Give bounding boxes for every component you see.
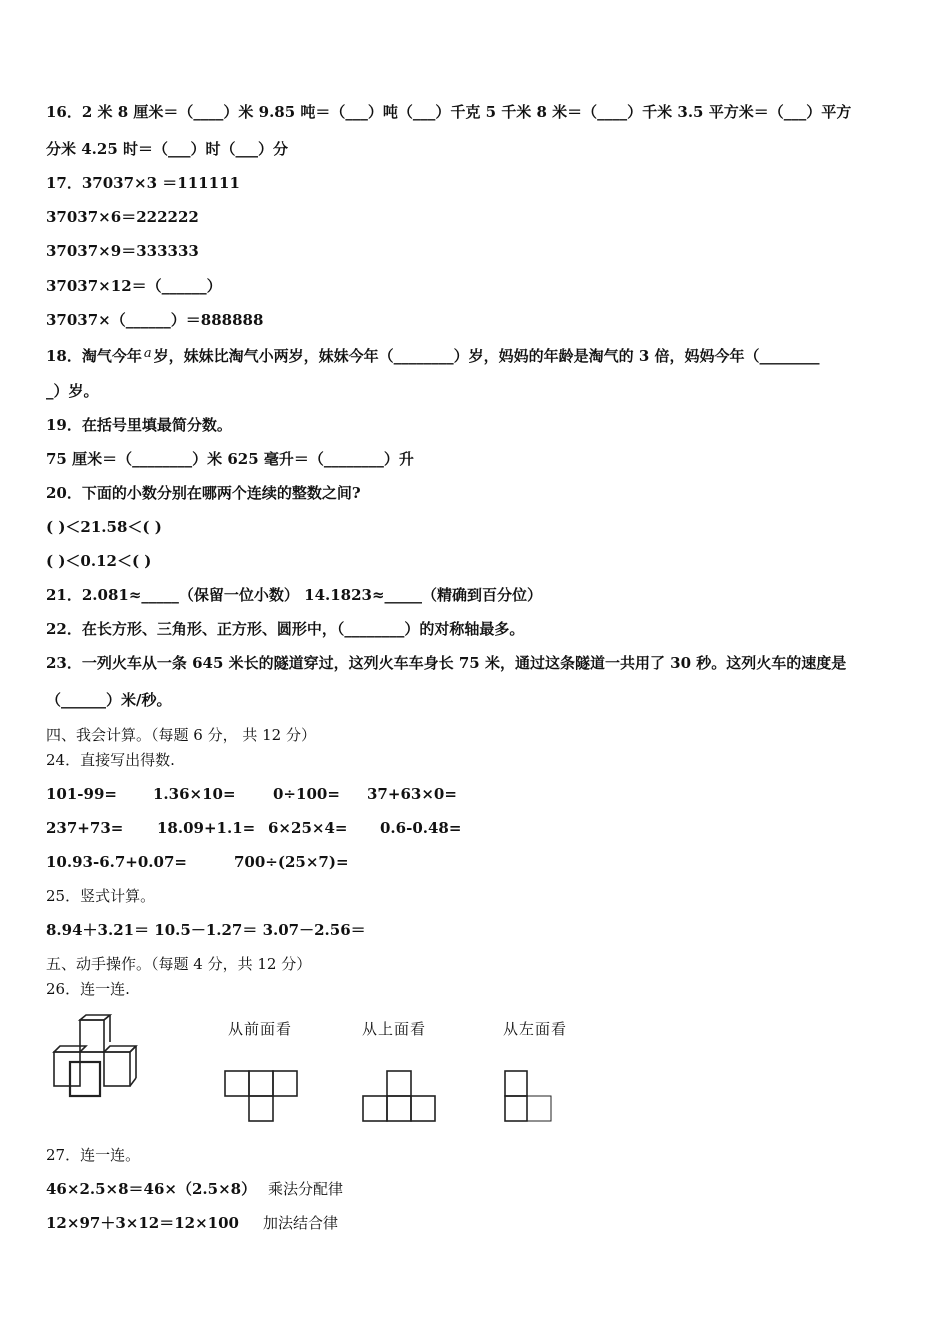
q24-row2 <box>46 818 461 838</box>
q20-line2: ( )＜0.12＜( ) <box>46 552 152 570</box>
cube-solid-figure <box>46 1012 161 1100</box>
expression: 12×97＋3×12＝12×100 <box>46 1214 239 1232</box>
q18-part-a: 18．淘气今年 <box>46 347 142 365</box>
q20-title: 20．下面的小数分别在哪两个连续的整数之间? <box>46 484 361 502</box>
q16-line2: 分米 4.25 时＝（___）时（___）分 <box>46 140 288 158</box>
q17-line2: 37037×6＝222222 <box>46 208 199 226</box>
q26-title: 26．连一连. <box>46 980 130 998</box>
q23-line2: （______）米/秒。 <box>46 691 172 709</box>
q24-title: 24．直接写出得数. <box>46 751 175 769</box>
calc-item: 37+63×0= <box>367 785 457 803</box>
law-label: 乘法分配律 <box>268 1180 344 1198</box>
calc-item: 1.36×10= <box>153 785 236 803</box>
q25-title: 25．竖式计算。 <box>46 887 156 905</box>
calc-item: 10.93-6.7+0.07= <box>46 853 187 871</box>
q27-row2 <box>46 1213 338 1233</box>
calc-item: 0÷100= <box>273 785 340 803</box>
front-view-shape <box>222 1068 302 1124</box>
q18-line1 <box>46 344 820 366</box>
calc-item: 700÷(25×7)= <box>234 853 349 871</box>
top-view-shape <box>360 1068 442 1124</box>
law-label: 加法结合律 <box>263 1214 339 1232</box>
q20-line1: ( )＜21.58＜( ) <box>46 518 162 536</box>
q18-line2: _）岁。 <box>46 382 99 400</box>
q17-line5: 37037×（______）＝888888 <box>46 311 264 329</box>
q22: 22．在长方形、三角形、正方形、圆形中，（________）的对称轴最多。 <box>46 620 525 638</box>
expression: 46×2.5×8＝46×（2.5×8） <box>46 1180 257 1198</box>
section-5-heading: 五、动手操作。（每题 4 分，共 12 分） <box>46 955 312 973</box>
calc-item: 0.6-0.48= <box>380 819 462 837</box>
q21: 21．2.081≈_____（保留一位小数） 14.1823≈_____（精确到百分位） <box>46 586 543 604</box>
view-label-top: 从上面看 <box>362 1020 427 1038</box>
q18-variable: a <box>143 346 152 361</box>
view-label-left: 从左面看 <box>503 1020 568 1038</box>
q19-line: 75 厘米＝（________）米 625 毫升＝（________）升 <box>46 450 414 468</box>
q17-line1: 17．37037×3 ＝111111 <box>46 174 240 192</box>
q16-line1: 16．2 米 8 厘米＝（____）米 9.85 吨＝（___）吨（___）千克 5 千米 8 米＝（____）千米 3.5 平方米＝（___）平方 <box>46 103 852 121</box>
q17-line4: 37037×12＝（______） <box>46 277 222 295</box>
calc-item: 101-99= <box>46 785 117 803</box>
q25-line: 8.94＋3.21＝ 10.5－1.27＝ 3.07－2.56＝ <box>46 921 366 939</box>
section-4-heading: 四、我会计算。（每题 6 分， 共 12 分） <box>46 726 316 744</box>
q19-title: 19．在括号里填最简分数。 <box>46 416 232 434</box>
calc-item: 6×25×4= <box>268 819 348 837</box>
q23-line1: 23．一列火车从一条 645 米长的隧道穿过，这列火车车身长 75 米，通过这条隧道一共用了 30 秒。这列火车的速度是 <box>46 654 847 672</box>
q24-row1 <box>46 784 457 804</box>
calc-item: 237+73= <box>46 819 124 837</box>
q24-row3 <box>46 852 349 872</box>
calc-item: 18.09+1.1= <box>157 819 256 837</box>
view-label-front: 从前面看 <box>228 1020 293 1038</box>
q27-row1 <box>46 1179 343 1199</box>
left-view-shape <box>500 1068 560 1124</box>
q18-part-b: 岁，妹妹比淘气小两岁，妹妹今年（________）岁，妈妈的年龄是淘气的 3 倍，妈妈今年（________ <box>153 347 820 365</box>
q27-title: 27．连一连。 <box>46 1146 141 1164</box>
q17-line3: 37037×9＝333333 <box>46 242 199 260</box>
